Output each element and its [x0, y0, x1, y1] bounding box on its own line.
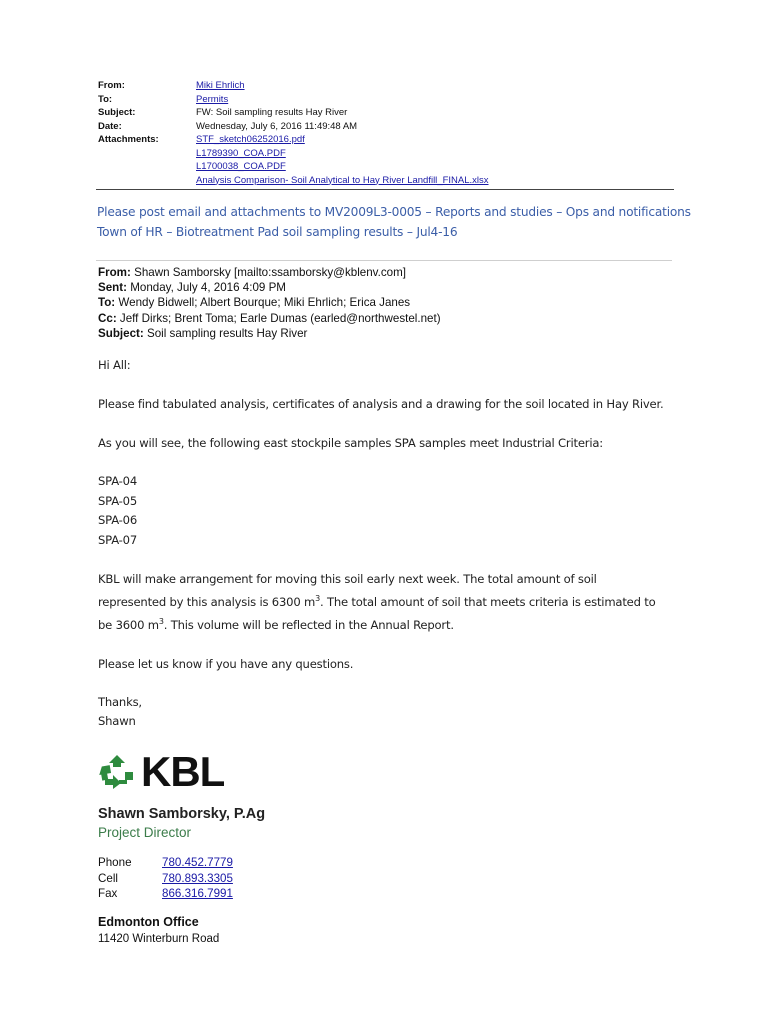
fwd-to-row — [98, 295, 441, 310]
from-link[interactable]: Miki Ehrlich — [196, 80, 245, 91]
attachment-link[interactable]: L1789390_COA.PDF — [196, 147, 286, 159]
para3-line3-a: be 3600 m — [98, 618, 159, 632]
fwd-cc-label: Cc: — [98, 311, 117, 325]
sample-item: SPA-07 — [98, 533, 138, 547]
header-from-row — [98, 79, 489, 93]
greeting: Hi All: — [98, 358, 131, 372]
contact-label: Phone — [98, 856, 132, 869]
date-value: Wednesday, July 6, 2016 11:49:48 AM — [196, 120, 358, 132]
header-attachments-row — [98, 133, 489, 187]
closing-thanks: Thanks, — [98, 695, 142, 709]
fwd-subject-value: Soil sampling results Hay River — [146, 326, 308, 340]
attachment-link[interactable]: L1700038_COA.PDF — [196, 161, 286, 172]
from-label: From: — [98, 80, 125, 91]
paragraph-3-line-3 — [98, 618, 454, 632]
attachments-list — [196, 133, 489, 187]
paragraph-3-line-2 — [98, 595, 655, 609]
paragraph-2: As you will see, the following east stockpile samples SPA samples meet Industrial Criteria: — [98, 436, 603, 450]
fwd-to-value: Wendy Bidwell; Albert Bourque; Miki Ehrlich; Erica Janes — [118, 296, 411, 310]
forward-divider — [96, 260, 672, 261]
email-header — [98, 79, 489, 187]
phone-link[interactable]: 780.452.7779 — [162, 856, 233, 869]
kbl-logo — [97, 748, 227, 795]
fwd-from-row — [98, 265, 441, 280]
header-date-row — [98, 120, 489, 134]
subject-label: Subject: — [98, 107, 136, 118]
signature-name: Shawn Samborsky, P.Ag — [98, 806, 266, 822]
attachment-link[interactable]: STF_sketch06252016.pdf — [196, 134, 305, 145]
to-link[interactable]: Permits — [196, 93, 229, 105]
fwd-cc-value: Jeff Dirks; Brent Toma; Earle Dumas (earled@northwestel.net) — [119, 311, 441, 325]
cell-link[interactable]: 780.893.3305 — [162, 871, 233, 885]
fwd-subject-label: Subject: — [98, 326, 144, 340]
posting-note-line2: Town of HR – Biotreatment Pad soil sampling results – Jul4-16 — [97, 225, 458, 239]
contact-row — [98, 871, 233, 887]
fwd-subject-row — [98, 326, 441, 341]
forwarded-header — [98, 265, 441, 341]
fwd-sent-label: Sent: — [98, 281, 127, 295]
closing-name: Shawn — [98, 714, 136, 728]
to-label: To: — [98, 93, 113, 105]
fwd-from-label: From: — [98, 266, 131, 279]
fwd-from-value: Shawn Samborsky [mailto:ssamborsky@kblenv.com] — [134, 266, 406, 279]
header-to-row — [98, 93, 489, 107]
para3-line2-b: . The total amount of soil that meets criteria is estimated to — [320, 595, 656, 609]
office-name: Edmonton Office — [98, 915, 199, 929]
fwd-cc-row — [98, 311, 441, 326]
contact-label: Cell — [98, 871, 118, 885]
office-address: 11420 Winterburn Road — [98, 933, 220, 945]
paragraph-1: Please find tabulated analysis, certificates of analysis and a drawing for the soil located in Hay River. — [98, 397, 664, 411]
sample-item: SPA-05 — [98, 494, 138, 508]
sample-item: SPA-06 — [98, 513, 138, 527]
cubic-superscript: 3 — [315, 594, 320, 603]
signature-title: Project Director — [98, 825, 192, 840]
fwd-sent-row — [98, 280, 441, 295]
posting-note-line1: Please post email and attachments to MV2009L3-0005 – Reports and studies – Ops and notifications — [97, 205, 691, 219]
subject-value: FW: Soil sampling results Hay River — [196, 107, 348, 118]
date-label: Date: — [98, 120, 122, 132]
paragraph-3-line-1: KBL will make arrangement for moving this soil early next week. The total amount of soil — [98, 572, 597, 586]
contact-row — [98, 886, 233, 902]
attachments-label: Attachments: — [98, 134, 159, 145]
para3-line2-a: represented by this analysis is 6300 m — [98, 595, 316, 609]
fwd-to-label: To: — [98, 296, 116, 310]
header-divider — [96, 189, 674, 190]
fwd-sent-value: Monday, July 4, 2016 4:09 PM — [130, 281, 286, 295]
logo-wordmark: KBL — [141, 748, 225, 795]
contact-list — [98, 855, 233, 902]
header-subject-row — [98, 106, 489, 120]
attachment-link[interactable]: Analysis Comparison- Soil Analytical to Hay River Landfill_FINAL.xlsx — [196, 174, 489, 186]
contact-label: Fax — [98, 887, 118, 901]
cubic-superscript: 3 — [158, 617, 164, 626]
recycle-arrows-icon — [97, 752, 137, 792]
sample-item: SPA-04 — [98, 474, 138, 488]
contact-row — [98, 855, 233, 871]
fax-link[interactable]: 866.316.7991 — [162, 887, 233, 901]
para3-line3-b: . This volume will be reflected in the Annual Report. — [163, 618, 454, 632]
paragraph-4: Please let us know if you have any questions. — [98, 657, 354, 671]
posting-note — [97, 202, 691, 242]
